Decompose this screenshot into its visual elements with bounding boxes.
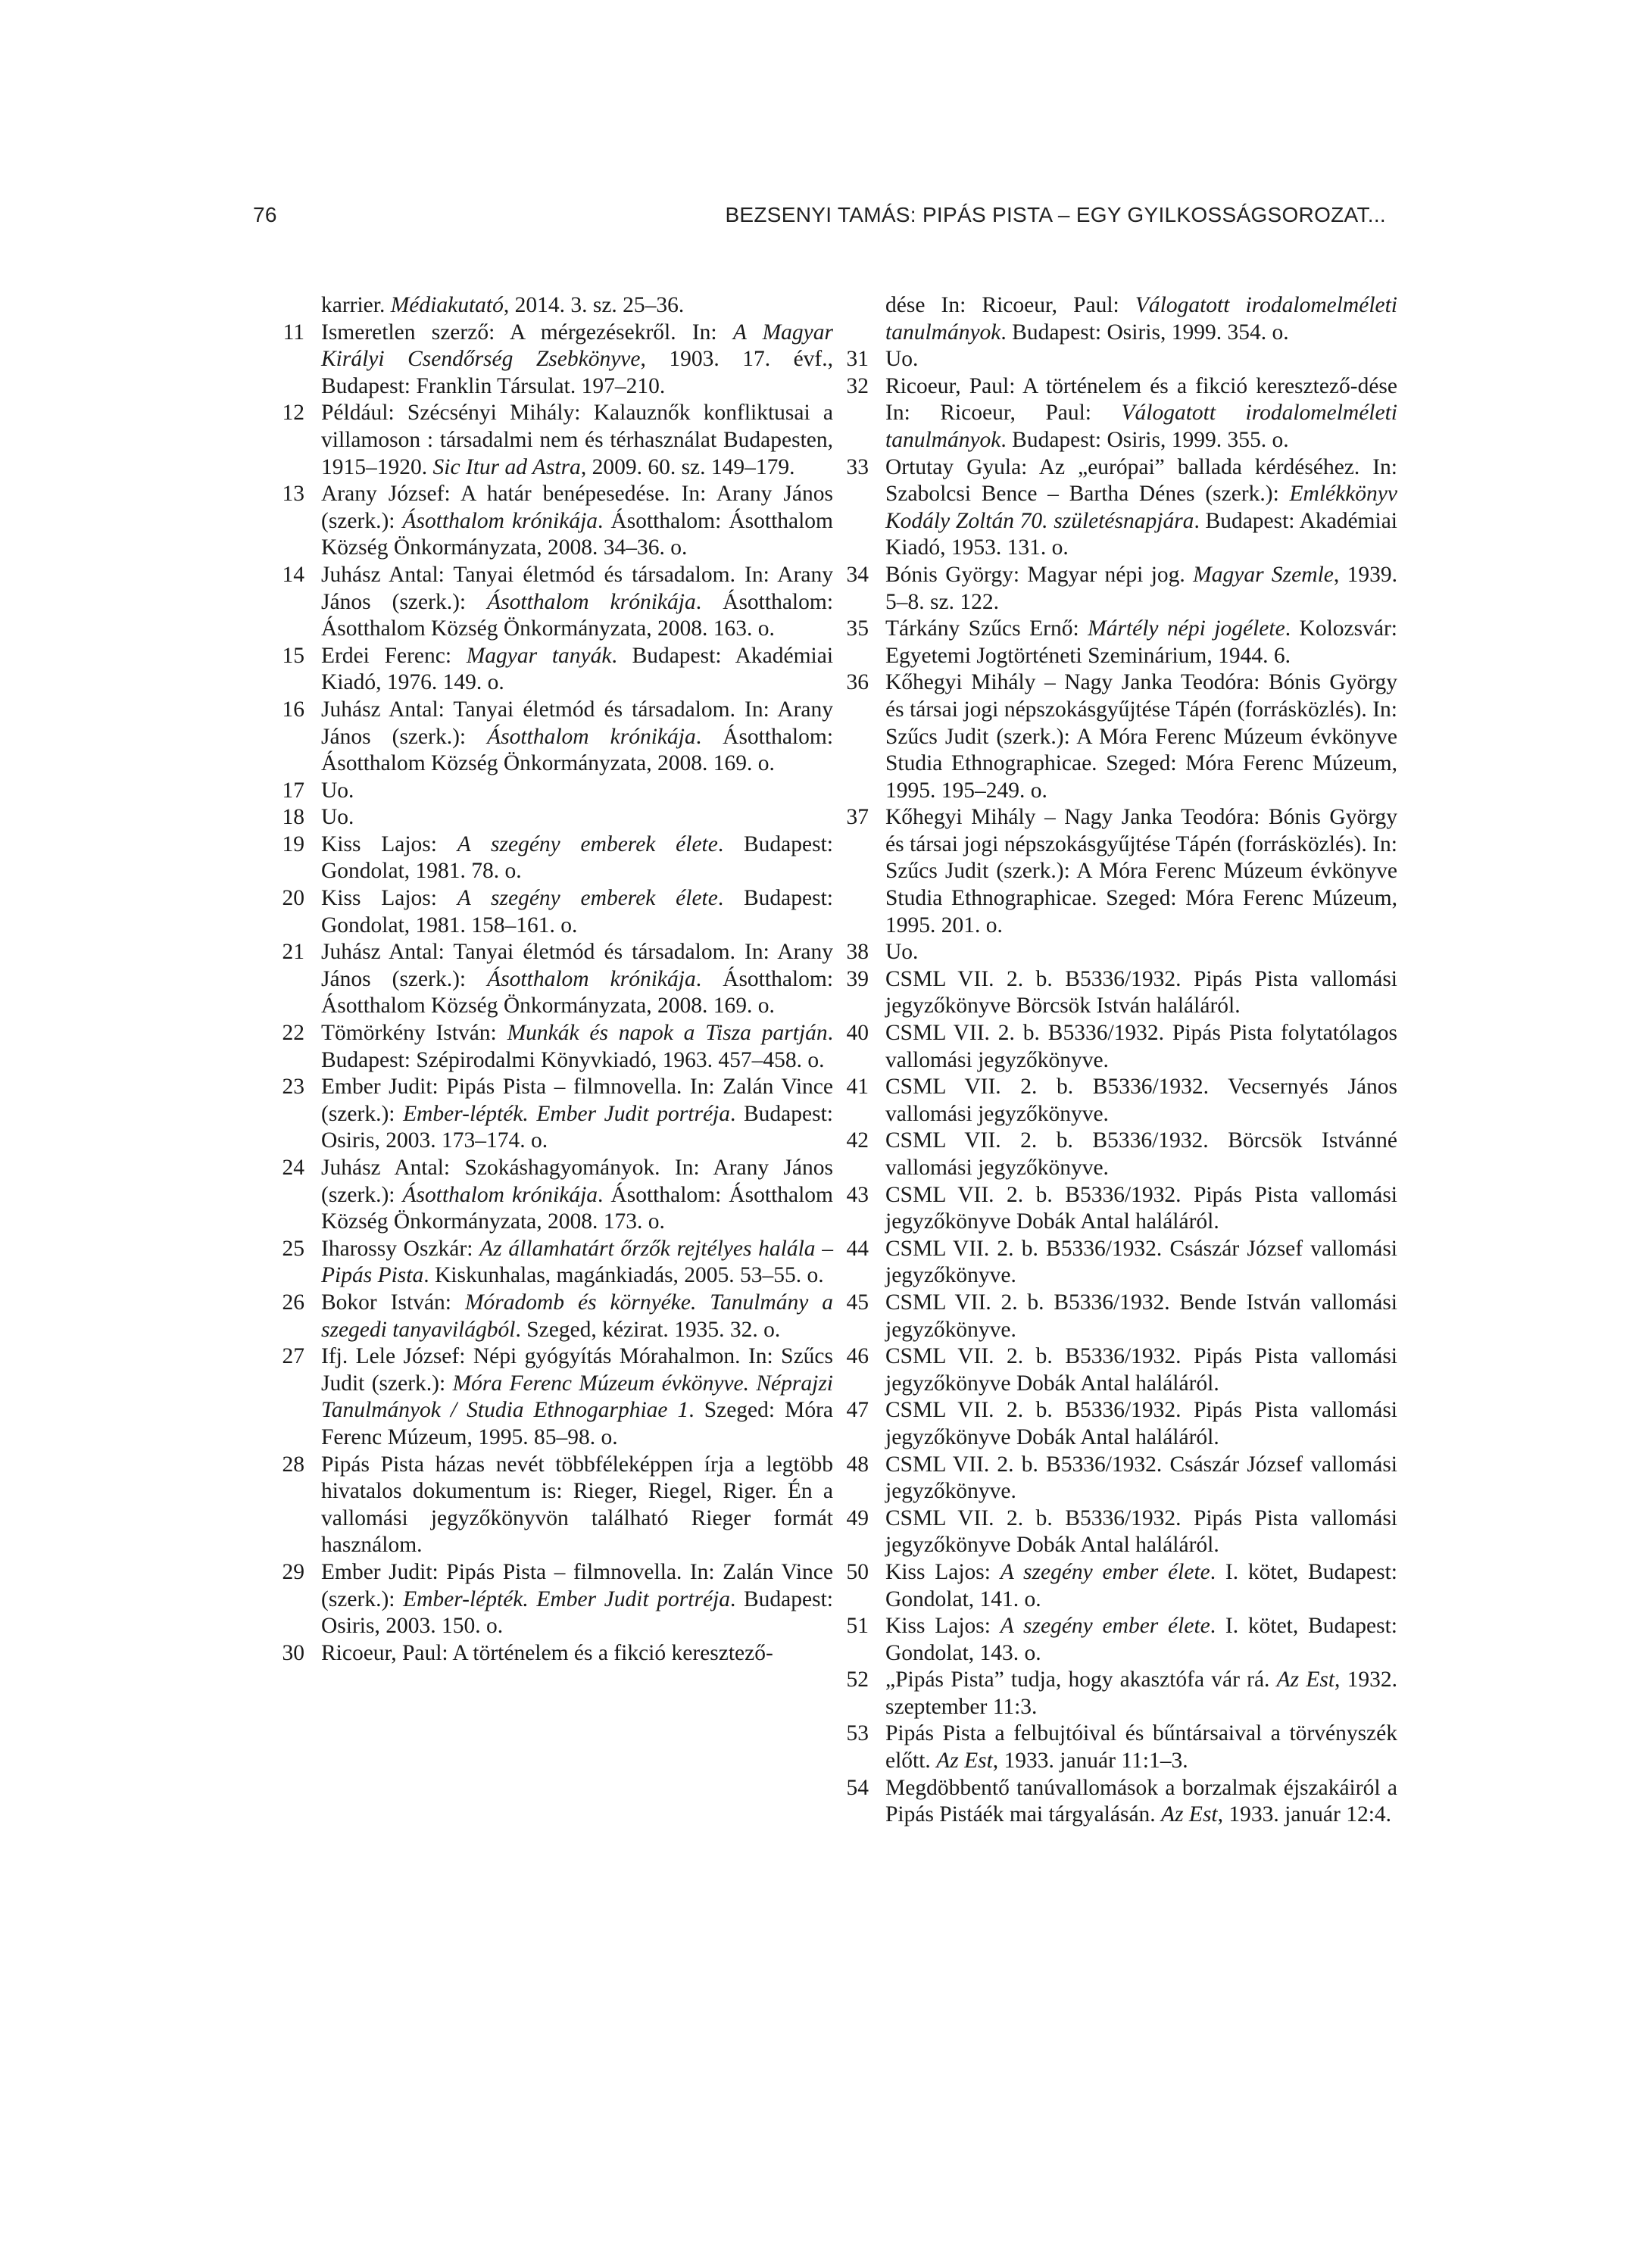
footnote-text: CSML VII. 2. b. B5336/1932. Vecsernyés János vallomási jegyzőkönyve. — [885, 1075, 1397, 1126]
footnote-31 — [822, 346, 1397, 373]
footnote-text: CSML VII. 2. b. B5336/1932. Pipás Pista vallomási jegyzőkönyve Börcsök István haláláról. — [885, 966, 1397, 1019]
footnote-text: CSML VII. 2. b. B5336/1932. Pipás Pista vallomási jegyzőkönyve Dobák Antal haláláról. — [885, 1344, 1397, 1396]
footnote-text: Ismeretlen szerző: A mérgezésekről. In: A Magyar Királyi Csendőrség Zsebkönyve, 1903. 17. évf., Budapest: Franklin Társulat. 197–210. — [321, 320, 833, 398]
footnote-33 — [822, 454, 1397, 562]
footnote-number: 14 — [282, 562, 304, 587]
footnote-text: Tömörkény István: Munkák és napok a Tisza partján. Budapest: Szépirodalmi Könyvkiadó, 1963. 457–458. o. — [321, 1021, 833, 1072]
footnote-text: Uo. — [885, 940, 919, 965]
footnote-number: 50 — [846, 1559, 869, 1584]
footnote-text: Ricoeur, Paul: A történelem és a fikció keresztező-dése In: Ricoeur, Paul: Válogatott irodalomelméleti tanulmányok. Budapest: Osiris, 1999. 355. o. — [885, 373, 1397, 452]
running-title: BEZSENYI TAMÁS: PIPÁS PISTA – EGY GYILKOSSÁGSOROZAT... — [725, 203, 1386, 226]
footnote-number: 24 — [282, 1156, 304, 1180]
footnote-number: 53 — [846, 1721, 869, 1746]
footnote-number: 31 — [846, 347, 869, 372]
footnote-17 — [258, 778, 833, 805]
footnote-text: Pipás Pista házas nevét többféleképpen írja a legtöbb hivatalos dokumentum is: Rieger, Riegel, Riger. Én a vallomási jegyzőkönyvön található Rieger formát használom. — [321, 1452, 833, 1558]
footnote-15 — [258, 643, 833, 697]
footnote-41 — [822, 1074, 1397, 1128]
footnote-number: 28 — [282, 1452, 304, 1477]
footnote-number: 51 — [846, 1614, 869, 1639]
footnote-number: 34 — [846, 562, 869, 587]
footnote-39 — [822, 966, 1397, 1020]
footnote-47 — [822, 1397, 1397, 1451]
footnote-text: Tárkány Szűcs Ernő: Mártély népi jogélete. Kolozsvár: Egyetemi Jogtörténeti Szeminárium, 1944. 6. — [885, 616, 1397, 668]
footnote-52 — [822, 1667, 1397, 1720]
footnote-number: 23 — [282, 1075, 304, 1100]
footnote-30 — [258, 1640, 833, 1667]
footnote-continuation — [822, 292, 1397, 346]
footnote-number: 29 — [282, 1559, 304, 1584]
footnote-34 — [822, 562, 1397, 616]
footnote-number: 30 — [282, 1640, 304, 1665]
footnote-text: Például: Szécsényi Mihály: Kalauznők konfliktusai a villamoson : társadalmi nem és térhasználat Budapesten, 1915–1920. Sic Itur ad Astra, 2009. 60. sz. 149–179. — [321, 401, 833, 479]
footnote-number: 40 — [846, 1021, 869, 1046]
footnote-21 — [258, 939, 833, 1020]
footnote-number: 33 — [846, 454, 869, 479]
footnote-text: CSML VII. 2. b. B5336/1932. Pipás Pista vallomási jegyzőkönyve Dobák Antal haláláról. — [885, 1398, 1397, 1449]
footnote-35 — [822, 616, 1397, 669]
footnote-14 — [258, 562, 833, 643]
footnote-number: 25 — [282, 1236, 304, 1261]
footnote-26 — [258, 1290, 833, 1343]
footnote-text: CSML VII. 2. b. B5336/1932. Pipás Pista vallomási jegyzőkönyve Dobák Antal haláláról. — [885, 1182, 1397, 1234]
footnote-text: CSML VII. 2. b. B5336/1932. Bende István vallomási jegyzőkönyve. — [885, 1290, 1397, 1342]
footnote-51 — [822, 1613, 1397, 1667]
footnote-text: Juhász Antal: Tanyai életmód és társadalom. In: Arany János (szerk.): Ásotthalom krónikája. Ásotthalom: Ásotthalom Község Önkormányzata, 2008. 169. o. — [321, 940, 834, 1019]
footnote-number: 39 — [846, 966, 869, 991]
footnote-text: CSML VII. 2. b. B5336/1932. Császár József vallomási jegyzőkönyve. — [885, 1452, 1397, 1504]
footnote-18 — [258, 804, 833, 831]
footnote-number: 15 — [282, 643, 304, 668]
footnote-text: karrier. Médiakutató, 2014. 3. sz. 25–36. — [321, 293, 685, 317]
footnote-19 — [258, 831, 833, 885]
footnote-number: 32 — [846, 373, 869, 398]
footnote-number: 47 — [846, 1398, 869, 1423]
footnote-text: „Pipás Pista” tudja, hogy akasztófa vár rá. Az Est, 1932. szeptember 11:3. — [885, 1667, 1398, 1719]
footnote-text: Pipás Pista a felbujtóival és bűntársaival a törvényszék előtt. Az Est, 1933. január 11:1–3. — [885, 1721, 1397, 1774]
page-number: 76 — [253, 203, 277, 226]
footnote-text: Kiss Lajos: A szegény emberek élete. Budapest: Gondolat, 1981. 158–161. o. — [321, 886, 833, 937]
footnote-text: CSML VII. 2. b. B5336/1932. Börcsök Istvánné vallomási jegyzőkönyve. — [885, 1128, 1397, 1180]
footnote-text: Ember Judit: Pipás Pista – filmnovella. In: Zalán Vince (szerk.): Ember-lépték. Ember Judit portréja. Budapest: Osiris, 2003. 150. o. — [321, 1559, 833, 1639]
footnote-48 — [822, 1452, 1397, 1505]
footnotes-left-column — [258, 292, 833, 1667]
footnote-text: Iharossy Oszkár: Az államhatárt őrzők rejtélyes halála – Pipás Pista. Kiskunhalas, magánkiadás, 2005. 53–55. o. — [321, 1236, 833, 1288]
footnote-number: 12 — [282, 401, 304, 426]
footnote-23 — [258, 1074, 833, 1155]
footnote-number: 49 — [846, 1505, 869, 1530]
footnote-number: 35 — [846, 616, 869, 641]
footnote-45 — [822, 1290, 1397, 1343]
footnote-number: 17 — [282, 778, 304, 803]
footnote-text: Kiss Lajos: A szegény emberek élete. Budapest: Gondolat, 1981. 78. o. — [321, 831, 833, 884]
footnote-43 — [822, 1182, 1397, 1236]
footnote-text: Ortutay Gyula: Az „európai” ballada kérdéséhez. In: Szabolcsi Bence – Bartha Dénes (szerk.): Emlékkönyv Kodály Zoltán 70. születésnapjára. Budapest: Akadémiai Kiadó, 1953. 131. o. — [885, 454, 1397, 560]
footnote-text: Uo. — [885, 347, 919, 372]
footnote-number: 11 — [283, 320, 304, 345]
footnote-number: 45 — [846, 1290, 869, 1315]
footnote-text: Ifj. Lele József: Népi gyógyítás Mórahalmon. In: Szűcs Judit (szerk.): Móra Ferenc Múzeum évkönyve. Néprajzi Tanulmányok / Studia Ethnogarphiae 1. Szeged: Móra Ferenc Múzeum, 1995. 85–98. o. — [321, 1344, 833, 1449]
footnote-13 — [258, 481, 833, 562]
footnote-54 — [822, 1775, 1397, 1829]
footnote-40 — [822, 1020, 1397, 1074]
footnote-46 — [822, 1343, 1397, 1397]
footnote-number: 37 — [846, 805, 869, 830]
footnote-text: Juhász Antal: Szokáshagyományok. In: Arany János (szerk.): Ásotthalom krónikája. Ásotthalom: Ásotthalom Község Önkormányzata, 2008. 173. o. — [321, 1156, 833, 1234]
footnote-text: Juhász Antal: Tanyai életmód és társadalom. In: Arany János (szerk.): Ásotthalom krónikája. Ásotthalom: Ásotthalom Község Önkormányzata, 2008. 169. o. — [321, 697, 834, 776]
footnote-12 — [258, 400, 833, 481]
footnote-text: Kiss Lajos: A szegény ember élete. I. kötet, Budapest: Gondolat, 143. o. — [885, 1614, 1397, 1665]
footnote-text: CSML VII. 2. b. B5336/1932. Császár József vallomási jegyzőkönyve. — [885, 1236, 1397, 1288]
footnote-text: Juhász Antal: Tanyai életmód és társadalom. In: Arany János (szerk.): Ásotthalom krónikája. Ásotthalom: Ásotthalom Község Önkormányzata, 2008. 163. o. — [321, 562, 834, 641]
footnote-29 — [258, 1559, 833, 1640]
footnote-number: 44 — [846, 1236, 869, 1261]
footnote-49 — [822, 1505, 1397, 1559]
footnote-44 — [822, 1236, 1397, 1290]
footnote-text: Uo. — [321, 778, 354, 803]
footnote-11 — [258, 320, 833, 401]
footnote-text: Kiss Lajos: A szegény ember élete. I. kötet, Budapest: Gondolat, 141. o. — [885, 1559, 1397, 1611]
footnote-text: dése In: Ricoeur, Paul: Válogatott irodalomelméleti tanulmányok. Budapest: Osiris, 1999. 354. o. — [885, 293, 1397, 345]
footnote-text: Ember Judit: Pipás Pista – filmnovella. In: Zalán Vince (szerk.): Ember-lépték. Ember Judit portréja. Budapest: Osiris, 2003. 173–174. o. — [321, 1075, 833, 1153]
footnote-number: 36 — [846, 670, 869, 695]
footnote-number: 48 — [846, 1452, 869, 1477]
footnote-number: 18 — [282, 805, 304, 830]
footnote-number: 52 — [846, 1667, 869, 1692]
footnote-25 — [258, 1236, 833, 1290]
footnote-text: Bónis György: Magyar népi jog. Magyar Szemle, 1939. 5–8. sz. 122. — [885, 562, 1397, 614]
footnote-text: Uo. — [321, 805, 354, 830]
footnote-number: 19 — [282, 831, 304, 856]
footnote-number: 41 — [846, 1075, 869, 1100]
footnote-20 — [258, 885, 833, 939]
footnote-text: Bokor István: Móradomb és környéke. Tanulmány a szegedi tanyavilágból. Szeged, kézirat. 1935. 32. o. — [321, 1290, 834, 1342]
footnote-36 — [822, 669, 1397, 804]
running-header — [253, 203, 1386, 238]
footnote-number: 42 — [846, 1128, 869, 1153]
footnote-number: 21 — [282, 940, 304, 965]
footnote-text: Arany József: A határ benépesedése. In: Arany János (szerk.): Ásotthalom krónikája. Ásotthalom: Ásotthalom Község Önkormányzata, 2008. 34–36. o. — [321, 482, 833, 560]
footnote-53 — [822, 1720, 1397, 1774]
footnote-27 — [258, 1343, 833, 1451]
footnote-42 — [822, 1128, 1397, 1181]
footnote-number: 43 — [846, 1182, 869, 1207]
footnote-number: 20 — [282, 886, 304, 911]
footnote-24 — [258, 1155, 833, 1236]
footnote-text: Megdöbbentő tanúvallomások a borzalmak éjszakáiról a Pipás Pistáék mai tárgyalásán. Az Est, 1933. január 12:4. — [885, 1775, 1397, 1827]
footnote-number: 13 — [282, 482, 304, 507]
footnote-number: 38 — [846, 940, 869, 965]
footnote-number: 27 — [282, 1344, 304, 1369]
footnote-32 — [822, 373, 1397, 454]
footnote-continuation — [258, 292, 833, 320]
footnote-text: CSML VII. 2. b. B5336/1932. Pipás Pista vallomási jegyzőkönyve Dobák Antal haláláról. — [885, 1505, 1397, 1558]
footnote-37 — [822, 804, 1397, 939]
footnote-number: 16 — [282, 697, 304, 722]
footnote-16 — [258, 697, 833, 778]
footnotes-right-column — [822, 292, 1397, 1829]
footnote-text: CSML VII. 2. b. B5336/1932. Pipás Pista folytatólagos vallomási jegyzőkönyve. — [885, 1021, 1397, 1072]
footnote-number: 22 — [282, 1021, 304, 1046]
footnote-38 — [822, 939, 1397, 966]
footnote-text: Erdei Ferenc: Magyar tanyák. Budapest: Akadémiai Kiadó, 1976. 149. o. — [321, 643, 834, 695]
footnote-text: Ricoeur, Paul: A történelem és a fikció keresztező- — [321, 1640, 773, 1665]
footnote-number: 46 — [846, 1344, 869, 1369]
footnote-number: 26 — [282, 1290, 304, 1315]
footnote-text: Kőhegyi Mihály – Nagy Janka Teodóra: Bónis György és társai jogi népszokásgyűjtése Tápén (forrásközlés). In: Szűcs Judit (szerk.): A Móra Ferenc Múzeum évkönyve Studia Ethnographicae. Szeged: Móra Ferenc Múzeum, 1995. 201. o. — [885, 805, 1397, 937]
footnote-22 — [258, 1020, 833, 1074]
footnote-50 — [822, 1559, 1397, 1613]
footnote-28 — [258, 1452, 833, 1559]
footnote-text: Kőhegyi Mihály – Nagy Janka Teodóra: Bónis György és társai jogi népszokásgyűjtése Tápén (forrásközlés). In: Szűcs Judit (szerk.): A Móra Ferenc Múzeum évkönyve Studia Ethnographicae. Szeged: Móra Ferenc Múzeum, 1995. 195–249. o. — [885, 670, 1397, 803]
footnote-number: 54 — [846, 1775, 869, 1800]
